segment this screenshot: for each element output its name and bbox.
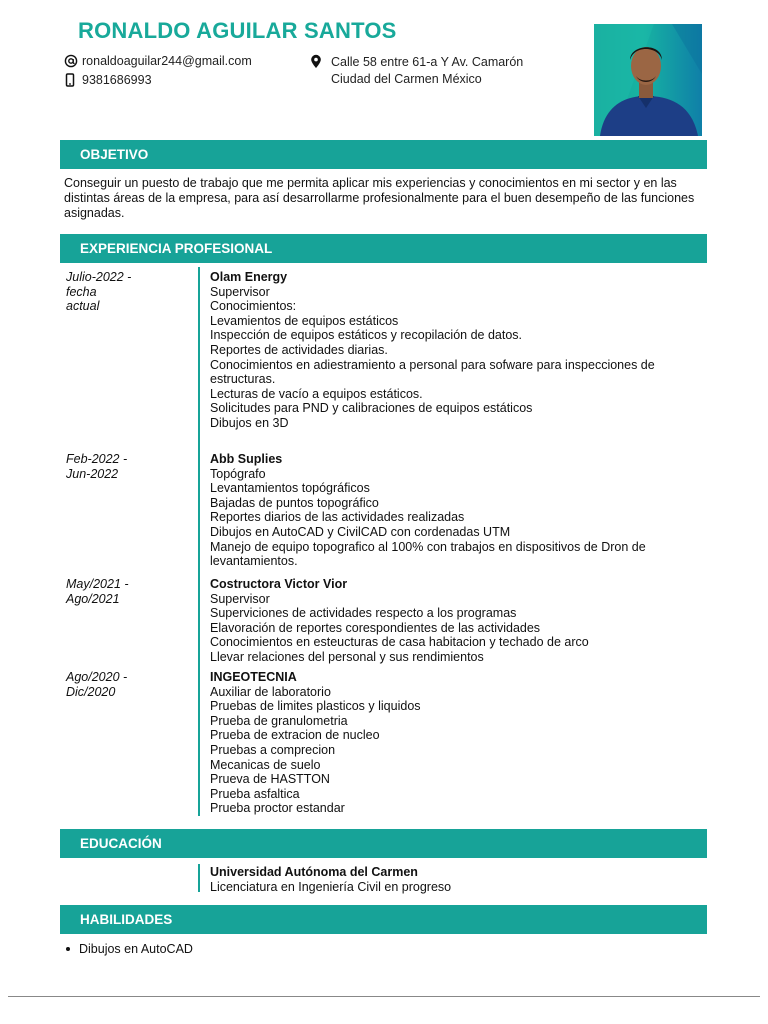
- email-row: [64, 52, 252, 69]
- skill-item: [66, 942, 193, 956]
- job-line: Superviciones de actividades respecto a los programas: [210, 606, 517, 621]
- job-date-4: Ago/2020 - Dic/2020: [66, 670, 128, 699]
- job-line: Prueva de HASTTON: [210, 772, 330, 787]
- address-line-1: Calle 58 entre 61-a Y Av. Camarón: [331, 54, 524, 69]
- skills-header: HABILIDADES: [60, 905, 707, 934]
- job-line: Inspección de equipos estáticos y recopilación de datos.: [210, 328, 522, 343]
- job-line: Solicitudes para PND y calibraciones de equipos estáticos: [210, 401, 533, 416]
- job-line: Dibujos en 3D: [210, 415, 289, 430]
- job-line: Conocimientos en adiestramiento a personal para sofware para inspecciones de estructuras.: [210, 357, 655, 387]
- job-line: Prueba proctor estandar: [210, 801, 345, 816]
- education-header: EDUCACIÓN: [60, 829, 707, 858]
- job-date-1: Julio-2022 - fecha actual: [66, 270, 132, 314]
- job-line: Conocimientos:: [210, 299, 297, 314]
- email-text[interactable]: ronaldoaguilar244@gmail.com: [82, 53, 252, 68]
- experience-header: EXPERIENCIA PROFESIONAL: [60, 234, 707, 263]
- job-line: Reportes diarios de las actividades realizadas: [210, 510, 465, 525]
- at-icon: [64, 54, 82, 68]
- bullet-icon: [66, 947, 70, 951]
- job-line: Dibujos en AutoCAD y CivilCAD con cordenadas UTM: [210, 524, 511, 539]
- candidate-name: RONALDO AGUILAR SANTOS: [78, 18, 397, 43]
- job-line: Lecturas de vacío a equipos estáticos.: [210, 386, 423, 401]
- job-line: Auxiliar de laboratorio: [210, 684, 331, 699]
- job-line: Mecanicas de suelo: [210, 757, 321, 772]
- objective-header: OBJETIVO: [60, 140, 707, 169]
- phone-text[interactable]: 9381686993: [82, 72, 152, 87]
- page-bottom-rule: [8, 996, 760, 997]
- phone-row: [64, 71, 252, 88]
- job-line: Supervisor: [210, 591, 270, 606]
- job-line: Manejo de equipo topografico al 100% con trabajos en dispositivos de Dron de levantamientos.: [210, 539, 646, 569]
- job-entry-4: [210, 670, 680, 816]
- skill-label: Dibujos en AutoCAD: [79, 942, 193, 956]
- address-line-2: Ciudad del Carmen México: [331, 71, 482, 86]
- job-line: Supervisor: [210, 284, 270, 299]
- job-date-3: May/2021 - Ago/2021: [66, 577, 129, 606]
- job-date-2: Feb-2022 - Jun-2022: [66, 452, 128, 481]
- job-line: Conocimientos en esteucturas de casa habitacion y techado de arco: [210, 635, 589, 650]
- job-company: Olam Energy: [210, 270, 288, 284]
- job-line: Elavoración de reportes corespondientes de las actividades: [210, 620, 541, 635]
- address-row: [310, 53, 523, 70]
- profile-photo: [594, 24, 702, 136]
- job-line: Topógrafo: [210, 466, 266, 481]
- job-entry-1: [210, 270, 680, 431]
- education-timeline-line: [198, 864, 200, 892]
- job-line: Levantamientos topógráficos: [210, 481, 370, 496]
- job-line: Prueba de granulometria: [210, 713, 348, 728]
- experience-timeline-line: [198, 267, 200, 816]
- job-line: Reportes de actividades diarias.: [210, 342, 388, 357]
- address-block: [310, 53, 523, 87]
- job-company: Costructora Victor Vior: [210, 577, 348, 591]
- job-line: Prueba asfaltica: [210, 786, 300, 801]
- job-line: Levamientos de equipos estáticos: [210, 313, 399, 328]
- job-entry-2: [210, 452, 680, 569]
- address-row-2: [310, 70, 523, 87]
- education-entry: [210, 865, 680, 894]
- education-institution: Universidad Autónoma del Carmen: [210, 865, 418, 879]
- skills-list: [66, 942, 193, 956]
- job-company: Abb Suplies: [210, 452, 283, 466]
- job-line: Pruebas a comprecion: [210, 742, 336, 757]
- job-line: Pruebas de limites plasticos y liquidos: [210, 699, 421, 714]
- location-pin-icon: [310, 54, 331, 69]
- education-degree: Licenciatura en Ingeniería Civil en progreso: [210, 879, 452, 894]
- job-line: Bajadas de puntos topográfico: [210, 495, 379, 510]
- job-line: Llevar relaciones del personal y sus rendimientos: [210, 649, 484, 664]
- job-entry-3: [210, 577, 680, 665]
- contact-block: [64, 52, 252, 88]
- job-line: Prueba de extracion de nucleo: [210, 728, 380, 743]
- job-company: INGEOTECNIA: [210, 670, 297, 684]
- objective-text: Conseguir un puesto de trabajo que me permita aplicar mis experiencias y conocimientos en mi sector y en las distintas áreas de la empresa, para así desarrollarme profesionalmente para el buen desempeño de las funciones asignadas.: [64, 176, 695, 220]
- phone-icon: [64, 73, 82, 87]
